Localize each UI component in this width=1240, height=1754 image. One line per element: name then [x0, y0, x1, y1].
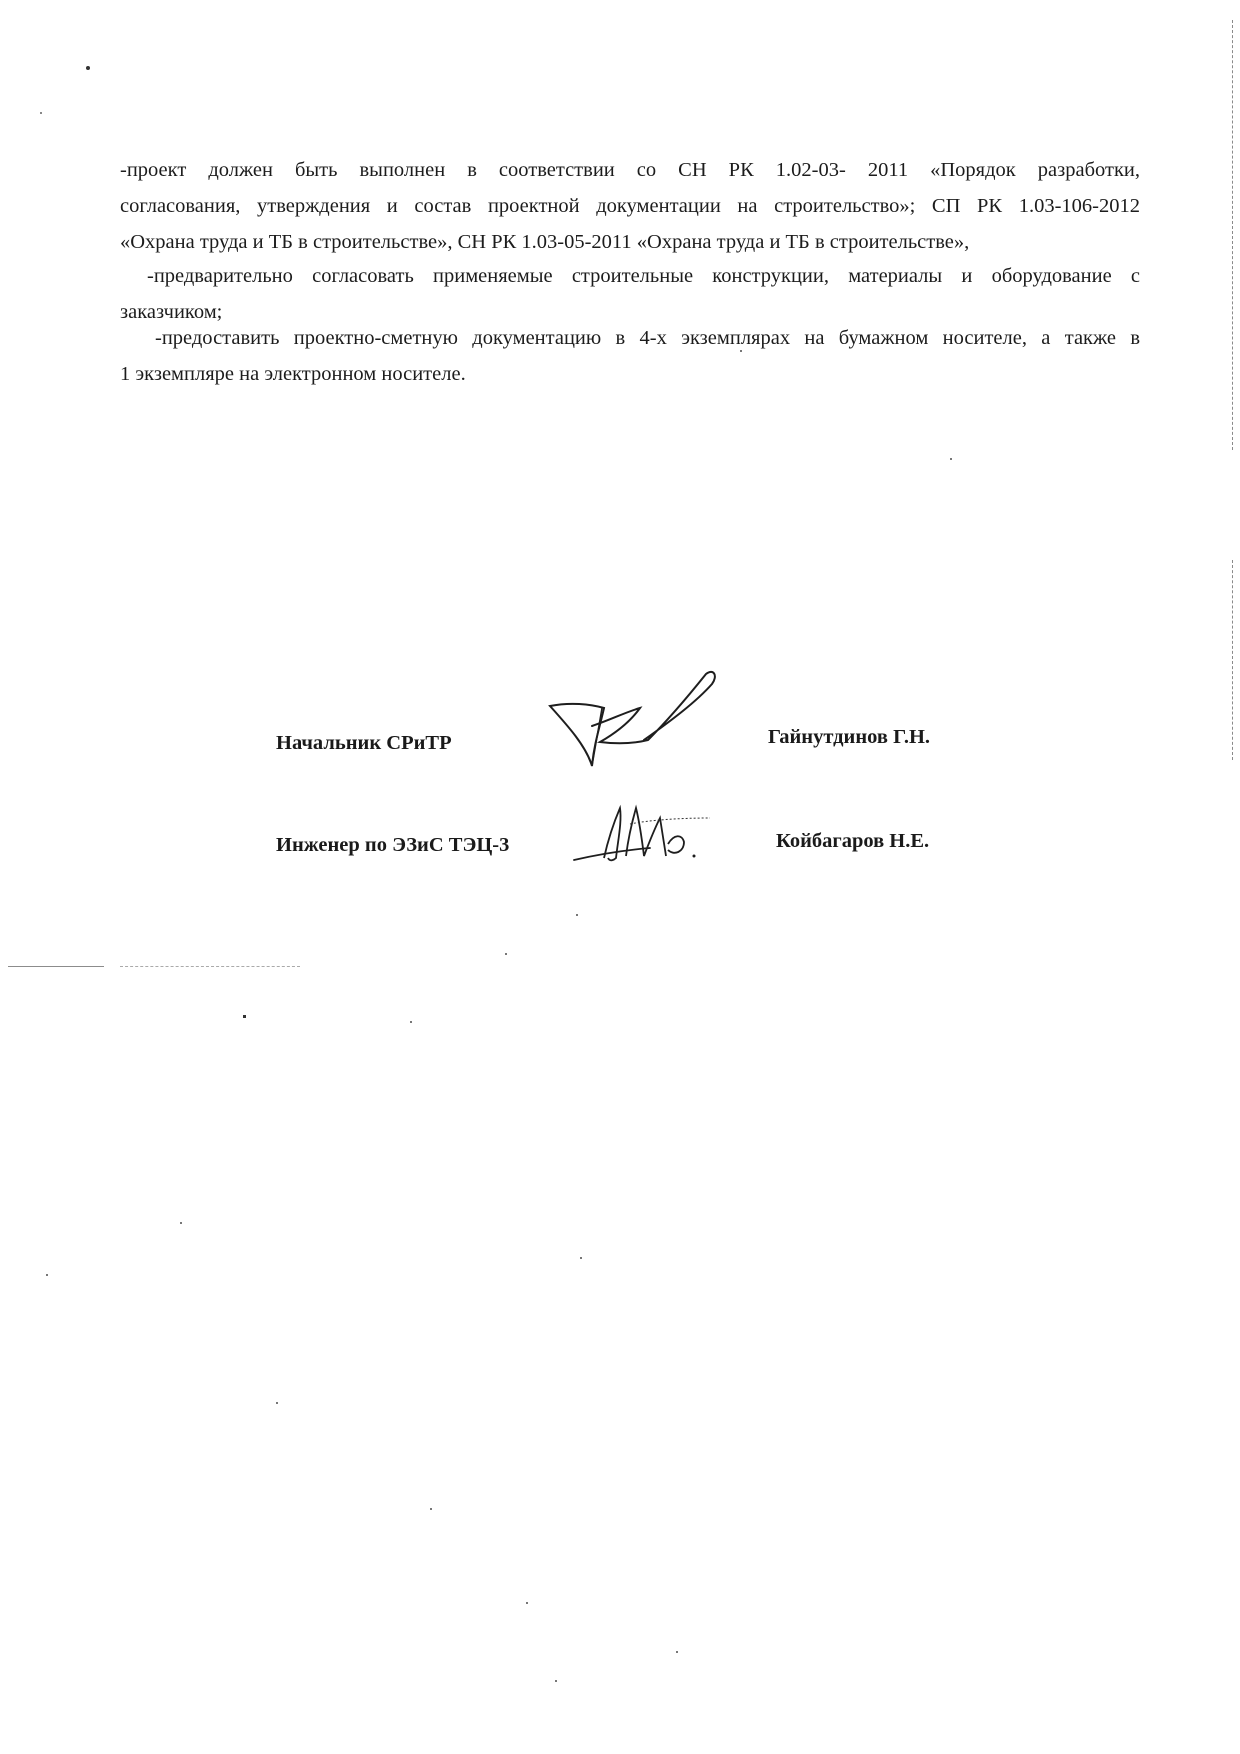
scan-left-rule — [8, 966, 104, 967]
scan-dot — [40, 112, 42, 114]
paragraph-line: «Охрана труда и ТБ в строительстве», СН РК 1.03-05-2011 «Охрана труда и ТБ в строительстве», — [120, 231, 970, 253]
scan-speck — [580, 1257, 582, 1259]
paragraph-line: заказчиком; — [120, 301, 223, 323]
scan-speck — [526, 1602, 528, 1604]
signatory-name: Гайнутдинов Г.Н. — [768, 726, 931, 748]
signature-image — [540, 664, 720, 784]
paragraph-line: согласования, утверждения и состав проектной документации на строительство»; СП РК 1.03-106-2012 — [120, 195, 1140, 217]
scan-speck — [505, 953, 507, 955]
scan-speck — [410, 1021, 412, 1023]
scan-speck — [180, 1222, 182, 1224]
scan-speck — [950, 458, 952, 460]
paragraph-line: -предоставить проектно-сметную документацию в 4-х экземплярах на бумажном носителе, а также в — [155, 327, 1140, 349]
paragraph-line: 1 экземпляре на электронном носителе. — [120, 363, 466, 385]
scan-dot — [86, 66, 90, 70]
scan-speck — [276, 1402, 278, 1404]
scan-speck — [676, 1651, 678, 1653]
scan-speck — [46, 1274, 48, 1276]
signatory-name: Койбагаров Н.Е. — [776, 830, 930, 852]
signature-image — [570, 800, 720, 872]
paragraph-line: -предварительно согласовать применяемые строительные конструкции, материалы и оборудование с — [147, 265, 1140, 287]
scan-edge-line — [1232, 20, 1234, 450]
signatory-title: Начальник СРиТР — [276, 732, 452, 754]
paragraph-line: -проект должен быть выполнен в соответствии со СН РК 1.02-03- 2011 «Порядок разработки, — [120, 159, 1140, 181]
scan-left-rule — [120, 966, 300, 967]
scan-edge-line — [1232, 560, 1234, 760]
scan-speck — [430, 1508, 432, 1510]
scan-speck — [555, 1680, 557, 1682]
scan-dot — [243, 1015, 246, 1018]
scan-speck — [576, 914, 578, 916]
signatory-title: Инженер по ЭЗиС ТЭЦ-3 — [276, 834, 510, 856]
